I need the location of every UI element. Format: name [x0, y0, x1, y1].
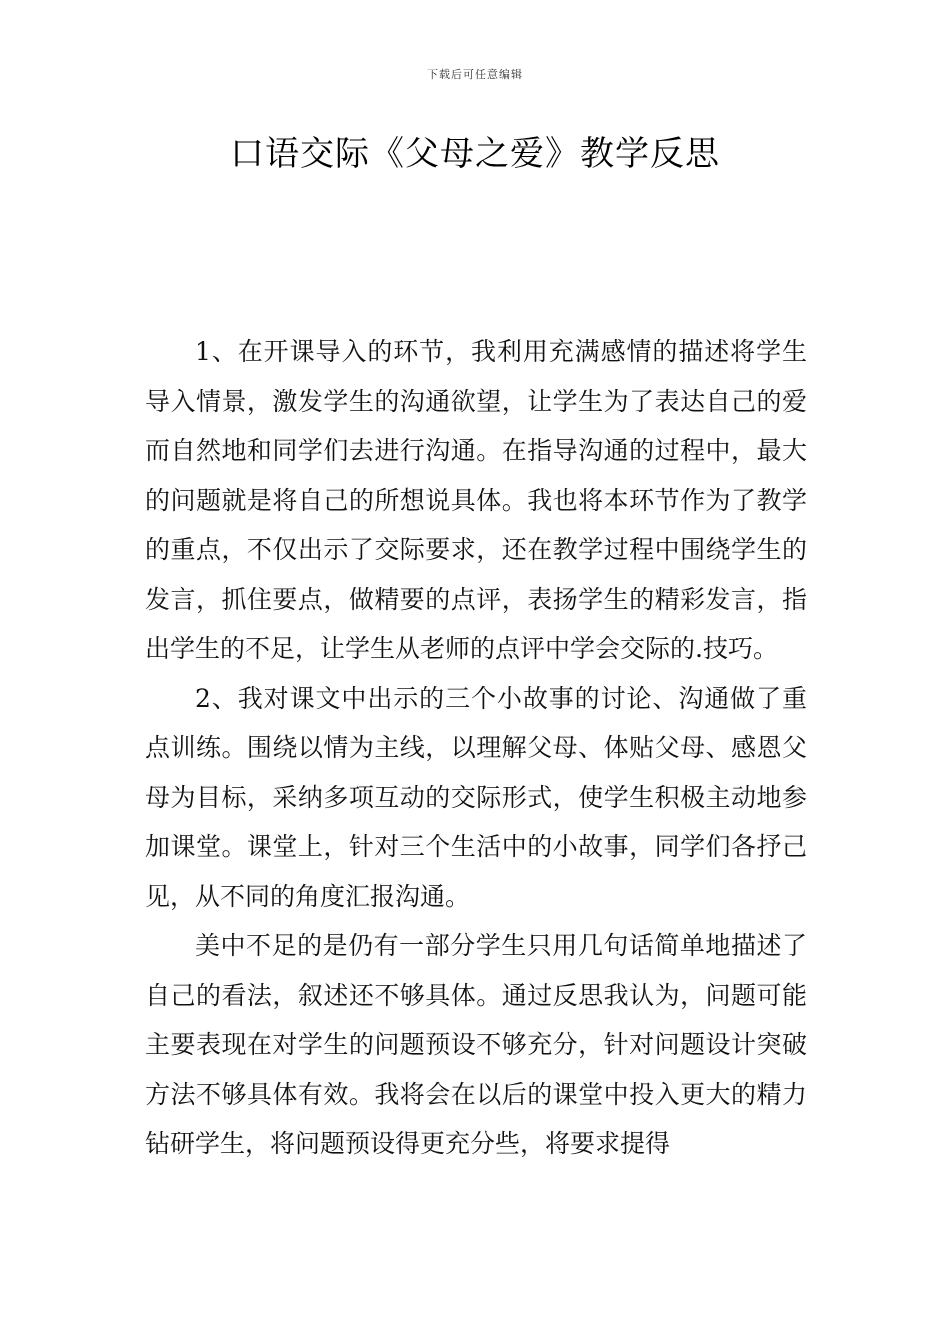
header-note: 下载后可任意编辑 — [427, 68, 523, 81]
paragraph-2: 2、我对课文中出示的三个小故事的讨论、沟通做了重点训练。围绕以情为主线，以理解父母、体贴父母、感恩父母为目标，采纳多项互动的交际形式，使学生积极主动地参加课堂。课堂上，针对三个生活中的小故事，同学们各抒己见，从不同的角度汇报沟通。 — [145, 683, 807, 911]
document-title: 口语交际《父母之爱》教学反思 — [230, 134, 720, 174]
paragraph-1: 1、在开课导入的环节，我利用充满感情的描述将学生导入情景，激发学生的沟通欲望，让学生为了表达自己的爱而自然地和同学们去进行沟通。在指导沟通的过程中，最大的问题就是将自己的所想说具体。我也将本环节作为了教学的重点，不仅出示了交际要求，还在教学过程中围绕学生的发言，抓住要点，做精要的点评，表扬学生的精彩发言，指出学生的不足，让学生从老师的点评中学会交际的.技巧。 — [145, 337, 807, 663]
paragraph-3: 美中不足的是仍有一部分学生只用几句话简单地描述了自己的看法，叙述还不够具体。通过反思我认为，问题可能主要表现在对学生的问题预设不够充分，针对问题设计突破方法不够具体有效。我将会在以后的课堂中投入更大的精力钻研学生，将问题预设得更充分些，将要求提得 — [145, 931, 807, 1158]
document-body — [145, 327, 807, 1169]
